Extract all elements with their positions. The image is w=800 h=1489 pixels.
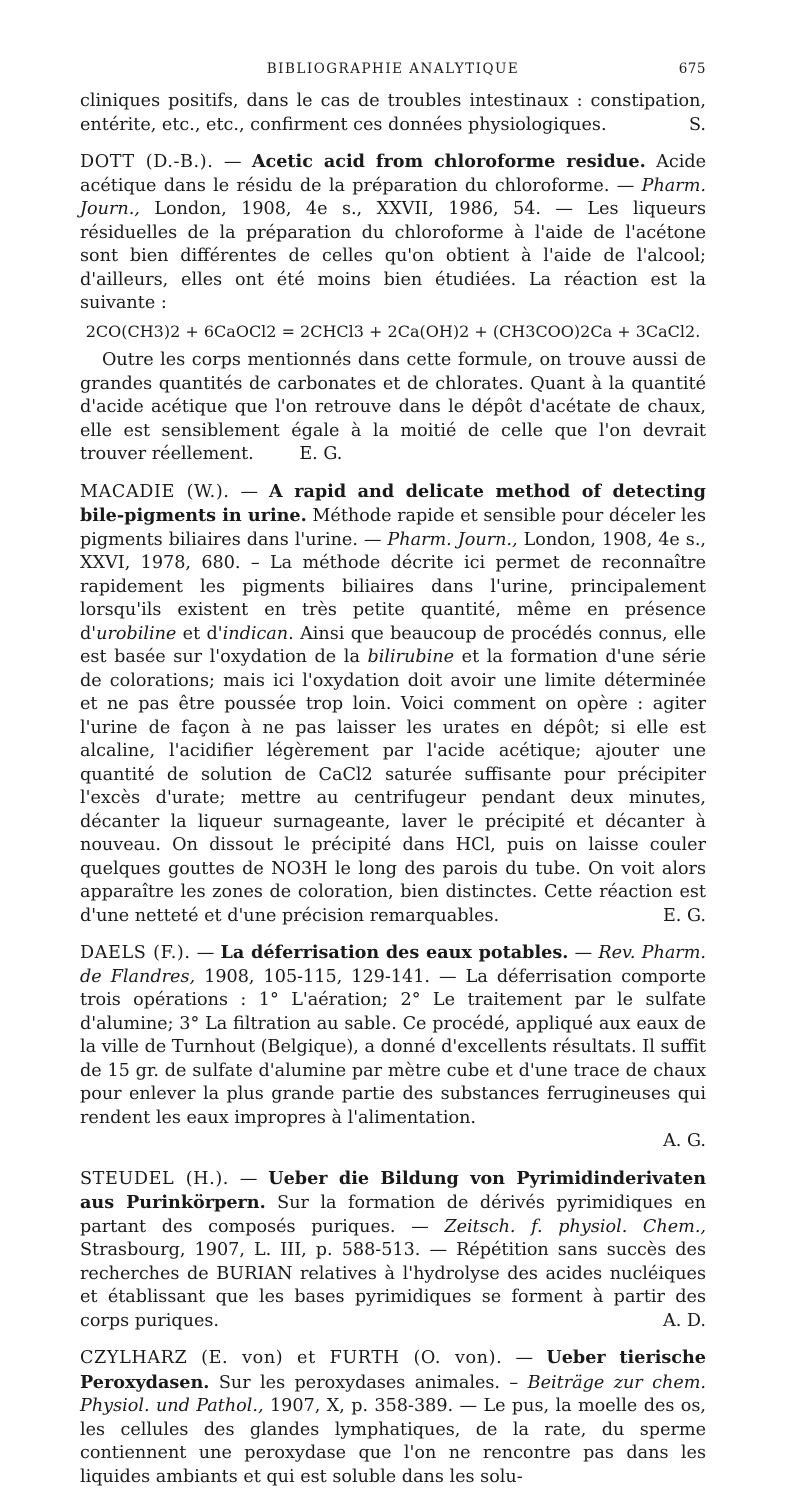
entry-paragraph: STEUDEL (H.). — Ueber die Bildung von Pyrimidinderivaten aus Purinkörpern. Sur la formation de dérivés pyrimidiques en partant des composés puriques. — Zeitsch. f. physiol. Chem., Strasbourg, 1907, L. III, p. 588-513. — Répétition sans succès des recherches de BURIAN relatives à l'hydrolyse des acides nucléiques et établissant que les bases pyrimidiques se forment à partir des corps puriques. A. D. xyxy=(80,1167,706,1334)
entry-text: Strasbourg, 1907, L. III, p. 588-513. — Répétition sans succès des recherches de BURIAN relatives à l'hydrolyse des acides nucléiques et établissant que les bases pyrimidiques se forment à partir des corps puriques. xyxy=(80,1240,706,1331)
entry-journal: Zeitsch. f. physiol. Chem., xyxy=(444,1216,707,1237)
entry-text: 1907, X, p. 358-389. — Le pus, la moelle des os, les cellules des glandes lymphatiques, de la rate, du sperme contiennent une peroxydase que l'on ne rencontre pas dans les liquides ambiants et qui est soluble dans les solu- xyxy=(80,1396,707,1487)
entry-title: Ueber die Bildung von Pyrimidinderivaten aus Purinkörpern. xyxy=(80,1167,706,1213)
entry-text: London, 1908, 4e s., XXVII, 1986, 54. — Les liqueurs résiduelles de la préparation du chloroforme à l'aide de l'acétone sont bien différentes de celles qu'on obtient à l'aide de l'alcool; d'ailleurs, elles ont été moins bien étudiées. La réaction est la suivante : xyxy=(80,199,707,313)
entry-steudel xyxy=(80,1167,706,1334)
entry-author: CZYLHARZ (E. von) et FURTH (O. von). xyxy=(80,1348,503,1368)
entry-title: Ueber tierische Peroxydasen. xyxy=(80,1347,706,1393)
entry-author: DAELS (F.). xyxy=(80,943,191,963)
entry-text: . Ainsi que beaucoup de procédés connus, elle est basée sur l'oxydation de la xyxy=(80,623,706,667)
entry-title: A rapid and delicate method of detecting bile-pigments in urine. xyxy=(80,480,706,526)
entry-signature: A. D. xyxy=(663,1310,706,1331)
entry-text: Sur la formation de dérivés pyrimidiques en partant des composés puriques. — xyxy=(80,1193,707,1237)
page-number: 675 xyxy=(678,61,706,77)
entry-macadie xyxy=(80,480,706,929)
running-title: BIBLIOGRAPHIE ANALYTIQUE xyxy=(266,61,520,77)
entry-paragraph xyxy=(80,349,706,467)
entry-term: indican xyxy=(222,623,289,644)
entry-journal: Pharm. Journ., xyxy=(387,529,518,550)
entry-text: 1908, 105-115, 129-141. — La déferrisation comporte trois opérations : 1° L'aération; 2° Le traitement par le sulfate d'alumine; 3° La filtration au sable. Ce procédé, appliqué aux eaux de la ville de Turnhout (Belgique), a donné d'excellents résultats. Il suffit de 15 gr. de sulfate d'alumine par mètre cube et d'une trace de chaux pour enlever la plus grande partie des substances ferrugineuses qui rendent les eaux impropres à l'alimentation. xyxy=(80,966,706,1128)
chemical-formula: 2CO(CH3)2 + 6CaOCl2 = 2CHCl3 + 2Ca(OH)2 + (CH3COO)2Ca + 3CaCl2. xyxy=(85,321,701,341)
entry-signature: S. xyxy=(688,114,706,135)
entry-text: Acide acétique dans le résidu de la préparation du chloroforme. — xyxy=(80,152,707,196)
entry-title: Acetic acid from chloroforme residue. xyxy=(251,151,646,172)
entry-journal: Pharm. Journ., xyxy=(80,175,706,219)
entry-author: STEUDEL (H.). xyxy=(80,1168,229,1189)
entry-dott xyxy=(80,150,706,467)
entry-signature: E. G. xyxy=(662,905,706,926)
running-header xyxy=(80,56,706,82)
entry-author: DOTT (D.-B.). xyxy=(80,152,214,172)
entry-text: Méthode rapide et sensible pour déceler les pigments biliaires dans l'urine. — xyxy=(80,506,706,550)
entry-paragraph: DAELS (F.). — La déferrisation des eaux potables. — Rev. Pharm. de Flandres, 1908, 105-115, 129-141. — La déferrisation comporte trois opérations : 1° L'aération; 2° Le traitement par le sulfate d'alumine; 3° La filtration au sable. Ce procédé, appliqué aux eaux de la ville de Turnhout (Belgique), a donné d'excellents résultats. Il suffit de 15 gr. de sulfate d'alumine par mètre cube et d'une trace de chaux pour enlever la plus grande partie des substances ferrugineuses qui rendent les eaux impropres à l'alimentation. xyxy=(80,942,706,1128)
entry-paragraph: MACADIE (W.). — A rapid and delicate method of detecting bile-pigments in urine. Méthode rapide et sensible pour déceler les pigments biliaires dans l'urine. — Pharm. Journ., London, 1908, 4e s., XXVI, 1978, 680. – La méthode décrite ici permet de reconnaître rapidement les pigments biliaires dans l'urine, principalement lorsqu'ils existent en très petite quantité, même en présence d'urobiline et d'indican. Ainsi que beaucoup de procédés connus, elle est basée sur l'oxydation de la bilirubine et la formation d'une série de colorations; mais ici l'oxydation doit avoir une limite déterminée et ne pas être poussée trop loin. Voici comment on opère : agiter l'urine de façon à ne pas laisser les urates en dépôt; si elle est alcaline, l'acidifier légèrement par l'acide acétique; ajouter une quantité de solution de CaCl2 saturée suffisante pour précipiter l'excès d'urate; mettre au centrifugeur pendant deux minutes, décanter la liqueur surnageante, laver le précipité et décanter à nouveau. On dissout le précipité dans HCl, puis on laisse couler quelques gouttes de NO3H le long des parois du tube. On voit alors apparaître les zones de coloration, bien distinctes. Cette réaction est d'une netteté et d'une précision remarquables. E. G. xyxy=(80,480,706,929)
entry-text: Sur les peroxydases animales. – xyxy=(218,1372,519,1393)
entry-czylharz xyxy=(80,1346,706,1489)
entry-term: urobiline xyxy=(96,623,177,644)
entry-paragraph: DOTT (D.-B.). — Acetic acid from chloroforme residue. Acide acétique dans le résidu de la préparation du chloroforme. — Pharm. Journ., London, 1908, 4e s., XXVII, 1986, 54. — Les liqueurs résiduelles de la préparation du chloroforme à l'aide de l'acétone sont bien différentes de celles qu'on obtient à l'aide de l'alcool; d'ailleurs, elles ont été moins bien étudiées. La réaction est la suivante : xyxy=(80,151,707,313)
entry-continuation xyxy=(80,90,706,137)
entry-paragraph: CZYLHARZ (E. von) et FURTH (O. von). — Ueber tierische Peroxydasen. Sur les peroxydases animales. – Beiträge zur chem. Physiol. und Pathol., 1907, X, p. 358-389. — Le pus, la moelle des os, les cellules des glandes lymphatiques, de la rate, du sperme contiennent une peroxydase que l'on ne rencontre pas dans les liquides ambiants et qui est soluble dans les solu- xyxy=(80,1347,707,1487)
entry-daels xyxy=(80,941,706,1154)
entry-text: et d' xyxy=(176,623,223,644)
entry-signature: E. G. xyxy=(299,444,343,464)
entry-text: London, 1908, 4e s., XXVI, 1978, 680. – La méthode décrite ici permet de reconnaître rapidement les pigments biliaires dans l'urine, principalement lorsqu'ils existent en très petite quantité, même en présence d' xyxy=(80,529,707,644)
entry-signature: A. G. xyxy=(663,1131,706,1151)
entry-journal: Beiträge zur chem. Physiol. und Pathol., xyxy=(80,1372,707,1416)
entry-journal: Rev. Pharm. de Flandres, xyxy=(80,943,706,987)
entry-text: cliniques positifs, dans le cas de troubles intestinaux : constipation, entérite, etc., etc., confirment ces données physiologiques. xyxy=(80,91,706,135)
entry-text: et la formation d'une série de colorations; mais ici l'oxydation doit avoir une limite déterminée et ne pas être poussée trop loin. Voici comment on opère : agiter l'urine de façon à ne pas laisser les urates en dépôt; si elle est alcaline, l'acidifier légèrement par l'acide acétique; ajouter une quantité de solution de CaCl2 saturée suffisante pour précipiter l'excès d'urate; mettre au centrifugeur pendant deux minutes, décanter la liqueur surnageante, laver le précipité et décanter à nouveau. On dissout le précipité dans HCl, puis on laisse couler quelques gouttes de NO3H le long des parois du tube. On voit alors apparaître les zones de coloration, bien distinctes. Cette réaction est d'une netteté et d'une précision remarquables. xyxy=(80,647,706,926)
entry-author: MACADIE (W.). xyxy=(80,481,230,502)
entry-text: Outre les corps mentionnés dans cette formule, on trouve aussi de grandes quantités de carbonates et de chlorates. Quant à la quantité d'acide acétique que l'on retrouve dans le dépôt d'acétate de chaux, elle est sensiblement égale à la moitié de celle que l'on devrait trouver réellement. xyxy=(80,350,706,464)
entry-term: bilirubine xyxy=(367,647,455,667)
entry-title: La déferrisation des eaux potables. xyxy=(220,942,569,963)
